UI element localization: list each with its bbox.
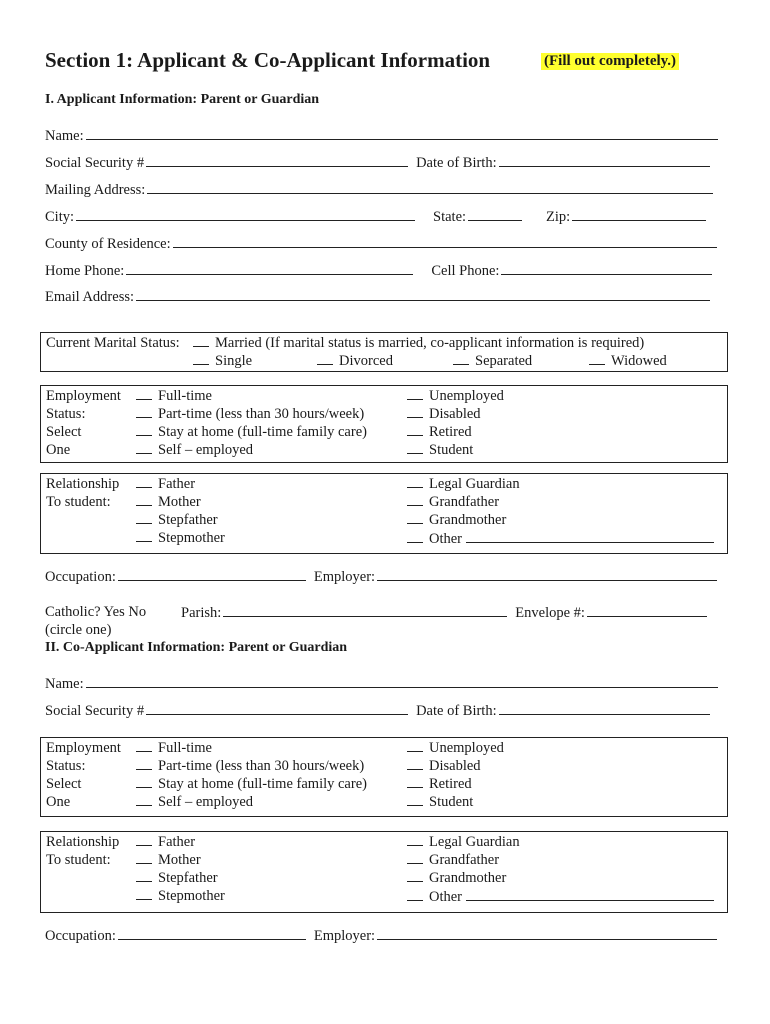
email-label: Email Address: [45,289,135,305]
co-name-row [45,675,718,693]
employer-label: Employer: [313,569,376,585]
name-row [45,127,718,145]
co-employer-field[interactable] [377,927,717,940]
option-blank [136,776,152,788]
relationship-option[interactable] [407,512,506,529]
employment-option[interactable] [407,442,473,459]
relationship-option-label: Stepmother [158,530,225,546]
marital-married-blank [193,335,209,347]
city-row [45,208,706,226]
city-field[interactable] [76,208,415,221]
option-blank [136,512,152,524]
marital-divorced-blank [317,353,333,365]
option-blank [407,406,423,418]
name-field[interactable] [86,127,718,140]
relationship-option[interactable] [136,494,201,511]
marital-separated-blank [453,353,469,365]
option-blank [407,424,423,436]
employment-option-label: Self – employed [158,442,254,458]
cell-phone-field[interactable] [501,262,712,275]
fill-out-note: (Fill out completely.) [541,53,679,70]
relationship-option-label: Mother [158,494,201,510]
option-blank [136,406,152,418]
marital-divorced-label: Divorced [339,353,393,369]
marital-widowed-option[interactable] [589,353,667,370]
county-field[interactable] [173,235,717,248]
employment-option[interactable] [407,758,481,775]
relationship-option[interactable] [407,852,499,869]
option-blank [136,758,152,770]
option-blank [407,388,423,400]
relationship-option-label: Stepfather [158,512,218,528]
marital-single-label: Single [215,353,253,369]
employment-option-label: Student [429,794,474,810]
employment-option-label: Unemployed [429,740,504,756]
employment-option-label: Part-time (less than 30 hours/week) [158,406,365,422]
relationship-option-label: Grandfather [429,494,500,510]
option-blank [407,852,423,864]
relationship-option-label: Other [429,889,463,905]
relationship-option[interactable] [136,870,218,887]
ssn-dob-row [45,154,710,172]
option-blank [136,494,152,506]
zip-field[interactable] [572,208,706,221]
mailing-row [45,181,713,199]
relationship-option[interactable] [136,852,201,869]
relationship-label-line: To student: [46,494,111,510]
marital-status-label: Current Marital Status: [46,335,180,351]
employment-option-label: Part-time (less than 30 hours/week) [158,758,365,774]
employment-option-label: Disabled [429,406,481,422]
employment-option-label: Student [429,442,474,458]
relationship-option-label: Other [429,531,463,547]
email-field[interactable] [136,288,710,301]
city-label: City: [45,209,75,225]
catholic-question[interactable]: Catholic? Yes No [45,604,147,620]
employment-option[interactable] [136,776,367,793]
co-name-field[interactable] [86,675,718,688]
parish-field[interactable] [223,604,507,617]
applicant-heading: I. Applicant Information: Parent or Guardian [45,92,320,107]
employment-option[interactable] [136,442,253,459]
co-ssn-field[interactable] [146,702,408,715]
coapplicant-heading: II. Co-Applicant Information: Parent or Guardian [45,640,348,655]
marital-separated-option[interactable] [453,353,532,370]
option-blank [407,794,423,806]
co-dob-label: Date of Birth: [416,703,497,719]
co-dob-field[interactable] [499,702,710,715]
occupation-label: Occupation: [45,569,116,585]
employment-label-line: Employment [46,388,121,404]
relationship-option[interactable] [136,530,225,547]
option-blank [407,758,423,770]
co-ssn-dob-row [45,702,710,720]
co-other-relationship-field[interactable] [466,888,714,901]
relationship-option-label: Grandmother [429,870,507,886]
co-occupation-field[interactable] [118,927,306,940]
envelope-field[interactable] [587,604,707,617]
employment-option-label: Retired [429,424,472,440]
relationship-option-label: Father [158,834,196,850]
relationship-option[interactable] [407,888,714,906]
marital-married-option[interactable] [193,335,644,352]
employment-option-label: Self – employed [158,794,254,810]
option-blank [136,388,152,400]
occupation-row [45,568,717,586]
home-phone-label: Home Phone: [45,263,125,279]
envelope-label: Envelope #: [515,605,585,621]
relationship-option-label: Legal Guardian [429,476,520,492]
relationship-option-label: Father [158,476,196,492]
co-employment-status-box [40,737,728,817]
employment-option[interactable] [136,794,253,811]
state-field[interactable] [468,208,522,221]
employment-option[interactable] [136,758,364,775]
cell-phone-label: Cell Phone: [431,263,500,279]
relationship-option[interactable] [407,476,520,493]
option-blank [407,740,423,752]
email-row [45,288,710,306]
co-occupation-label: Occupation: [45,928,116,944]
marital-widowed-label: Widowed [611,353,667,369]
employment-label-line: One [46,442,71,458]
employment-label-line: Status: [46,406,86,422]
option-blank [136,442,152,454]
employment-option[interactable] [136,740,212,757]
county-row [45,235,717,253]
employment-option[interactable] [407,388,504,405]
employment-option[interactable] [136,424,367,441]
relationship-option-label: Grandfather [429,852,500,868]
co-relationship-box [40,831,728,913]
relationship-option[interactable] [136,476,195,493]
option-blank [136,888,152,900]
dob-field[interactable] [499,154,710,167]
option-blank [136,530,152,542]
zip-label: Zip: [546,209,571,225]
employment-option[interactable] [136,388,212,405]
relationship-option-label: Legal Guardian [429,834,520,850]
parish-label: Parish: [181,605,222,621]
marital-single-option[interactable] [193,353,252,370]
marital-status-box [40,332,728,372]
mailing-label: Mailing Address: [45,182,146,198]
relationship-option[interactable] [407,494,499,511]
ssn-label: Social Security # [45,155,145,171]
option-blank [407,512,423,524]
marital-married-label: Married (If marital status is married, co-applicant information is required) [215,335,645,351]
relationship-option-label: Stepfather [158,870,218,886]
other-relationship-field[interactable] [466,530,714,543]
ssn-field[interactable] [146,154,408,167]
option-blank [136,740,152,752]
option-blank [136,834,152,846]
employment-label-line: Status: [46,758,86,774]
option-blank [407,531,423,543]
employment-label-line: Select [46,776,82,792]
employment-option[interactable] [407,794,473,811]
relationship-option-label: Stepmother [158,888,225,904]
relationship-label-line: Relationship [46,476,120,492]
relationship-option[interactable] [136,834,195,851]
employment-option-label: Full-time [158,740,212,756]
employment-option-label: Retired [429,776,472,792]
home-phone-field[interactable] [126,262,413,275]
relationship-option-label: Grandmother [429,512,507,528]
relationship-label-line: To student: [46,852,111,868]
option-blank [407,494,423,506]
relationship-option[interactable] [136,888,225,905]
employment-label-line: Employment [46,740,121,756]
option-blank [407,442,423,454]
phone-row [45,262,712,280]
employment-option-label: Stay at home (full-time family care) [158,424,367,440]
name-label: Name: [45,128,84,144]
option-blank [136,424,152,436]
option-blank [136,476,152,488]
employment-option-label: Disabled [429,758,481,774]
co-occupation-row [45,927,717,945]
relationship-label-line: Relationship [46,834,120,850]
co-ssn-label: Social Security # [45,703,145,719]
option-blank [136,852,152,864]
mailing-field[interactable] [147,181,713,194]
marital-widowed-blank [589,353,605,365]
state-label: State: [433,209,467,225]
option-blank [407,870,423,882]
marital-separated-label: Separated [475,353,533,369]
relationship-option[interactable] [136,512,218,529]
dob-label: Date of Birth: [416,155,497,171]
employment-option[interactable] [407,424,472,441]
page-title: Section 1: Applicant & Co-Applicant Information [45,48,491,72]
employment-option[interactable] [407,406,481,423]
employment-status-box [40,385,728,463]
employment-option-label: Stay at home (full-time family care) [158,776,367,792]
option-blank [136,794,152,806]
county-label: County of Residence: [45,236,171,252]
employment-option[interactable] [136,406,364,423]
option-blank [407,889,423,901]
option-blank [136,870,152,882]
marital-divorced-option[interactable] [317,353,393,370]
occupation-field[interactable] [118,568,306,581]
employment-label-line: Select [46,424,82,440]
relationship-option[interactable] [407,870,506,887]
option-blank [407,776,423,788]
relationship-option-label: Mother [158,852,201,868]
circle-one-note: (circle one) [45,622,112,638]
relationship-box [40,473,728,554]
parish-row [181,604,707,622]
employment-option[interactable] [407,776,472,793]
employer-field[interactable] [377,568,717,581]
employment-option[interactable] [407,740,504,757]
relationship-option[interactable] [407,834,520,851]
marital-single-blank [193,353,209,365]
employment-label-line: One [46,794,71,810]
co-employer-label: Employer: [313,928,376,944]
option-blank [407,834,423,846]
employment-option-label: Full-time [158,388,212,404]
relationship-option[interactable] [407,530,714,548]
co-name-label: Name: [45,676,84,692]
employment-option-label: Unemployed [429,388,504,404]
option-blank [407,476,423,488]
